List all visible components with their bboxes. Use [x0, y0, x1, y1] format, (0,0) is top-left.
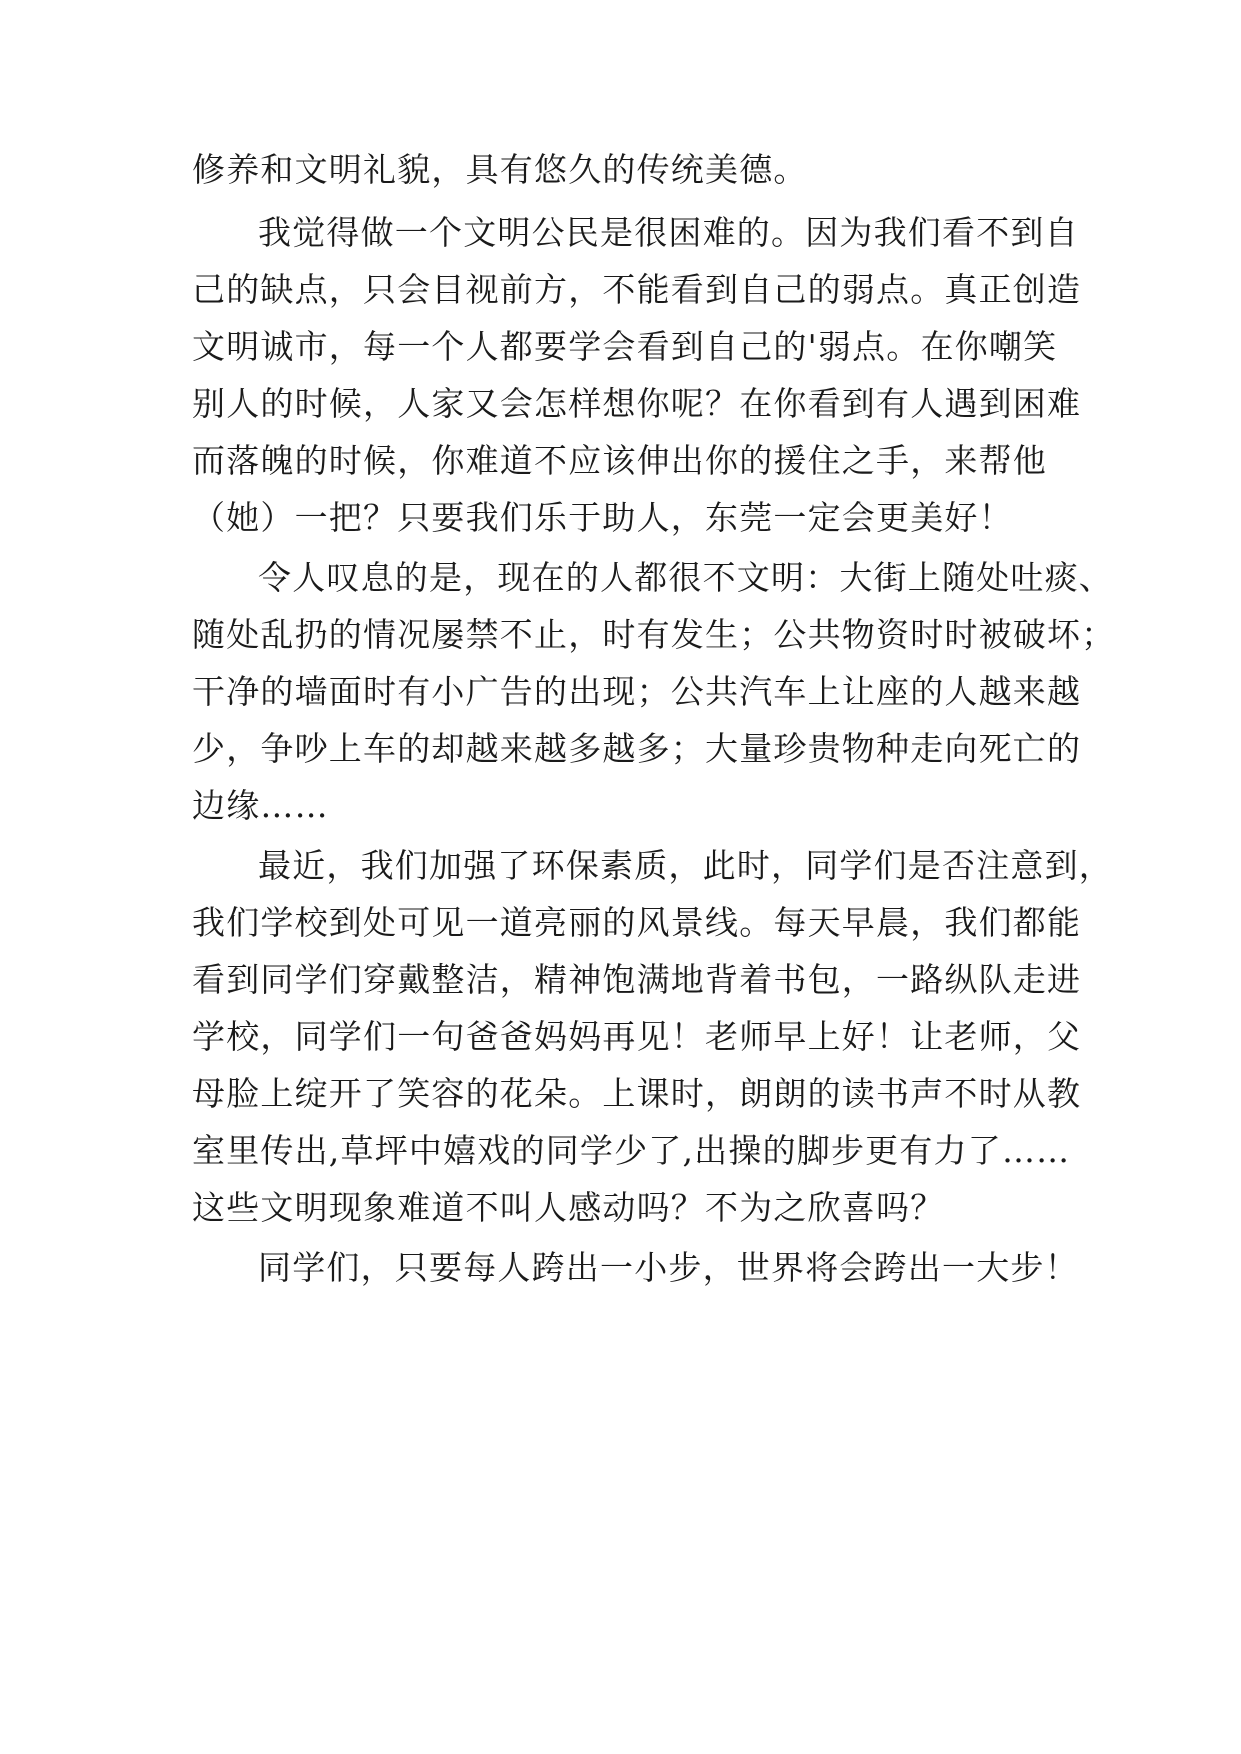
- text-line: 修养和文明礼貌，具有悠久的传统美德。: [192, 150, 808, 189]
- paragraph-start-line: 我觉得做一个文明公民是很困难的。因为我们看不到自: [258, 213, 1079, 252]
- text-line: 室里传出,草坪中嬉戏的同学少了,出操的脚步更有力了……: [192, 1131, 1071, 1170]
- text-line: 别人的时候，人家又会怎样想你呢？在你看到有人遇到困难: [192, 384, 1082, 423]
- text-line: （她）一把？只要我们乐于助人，东莞一定会更美好！: [192, 498, 1013, 537]
- text-line: 看到同学们穿戴整洁，精神饱满地背着书包，一路纵队走进: [192, 960, 1082, 999]
- text-line: 少，争吵上车的却越来越多越多；大量珍贵物种走向死亡的: [192, 729, 1082, 768]
- text-line: 学校，同学们一句爸爸妈妈再见！老师早上好！让老师，父: [192, 1017, 1082, 1056]
- paragraph-start-line: 令人叹息的是，现在的人都很不文明：大街上随处吐痰、: [258, 558, 1113, 597]
- text-line: 我们学校到处可见一道亮丽的风景线。每天早晨，我们都能: [192, 903, 1082, 942]
- text-line: 干净的墙面时有小广告的出现；公共汽车上让座的人越来越: [192, 672, 1082, 711]
- text-line: 这些文明现象难道不叫人感动吗？不为之欣喜吗？: [192, 1188, 945, 1227]
- text-line: 随处乱扔的情况屡禁不止，时有发生；公共物资时时被破坏；: [192, 615, 1116, 654]
- text-line: 母脸上绽开了笑容的花朵。上课时，朗朗的读书声不时从教: [192, 1074, 1082, 1113]
- text-line: 文明诚市，每一个人都要学会看到自己的'弱点。在你嘲笑: [192, 327, 1058, 366]
- text-line: 而落魄的时候，你难道不应该伸出你的援住之手，来帮他: [192, 441, 1047, 480]
- text-line: 边缘……: [192, 786, 329, 825]
- paragraph-start-line: 同学们，只要每人跨出一小步，世界将会跨出一大步！: [258, 1248, 1079, 1287]
- text-line: 己的缺点，只会目视前方，不能看到自己的弱点。真正创造: [192, 270, 1082, 309]
- paragraph-start-line: 最近，我们加强了环保素质，此时，同学们是否注意到，: [258, 846, 1113, 885]
